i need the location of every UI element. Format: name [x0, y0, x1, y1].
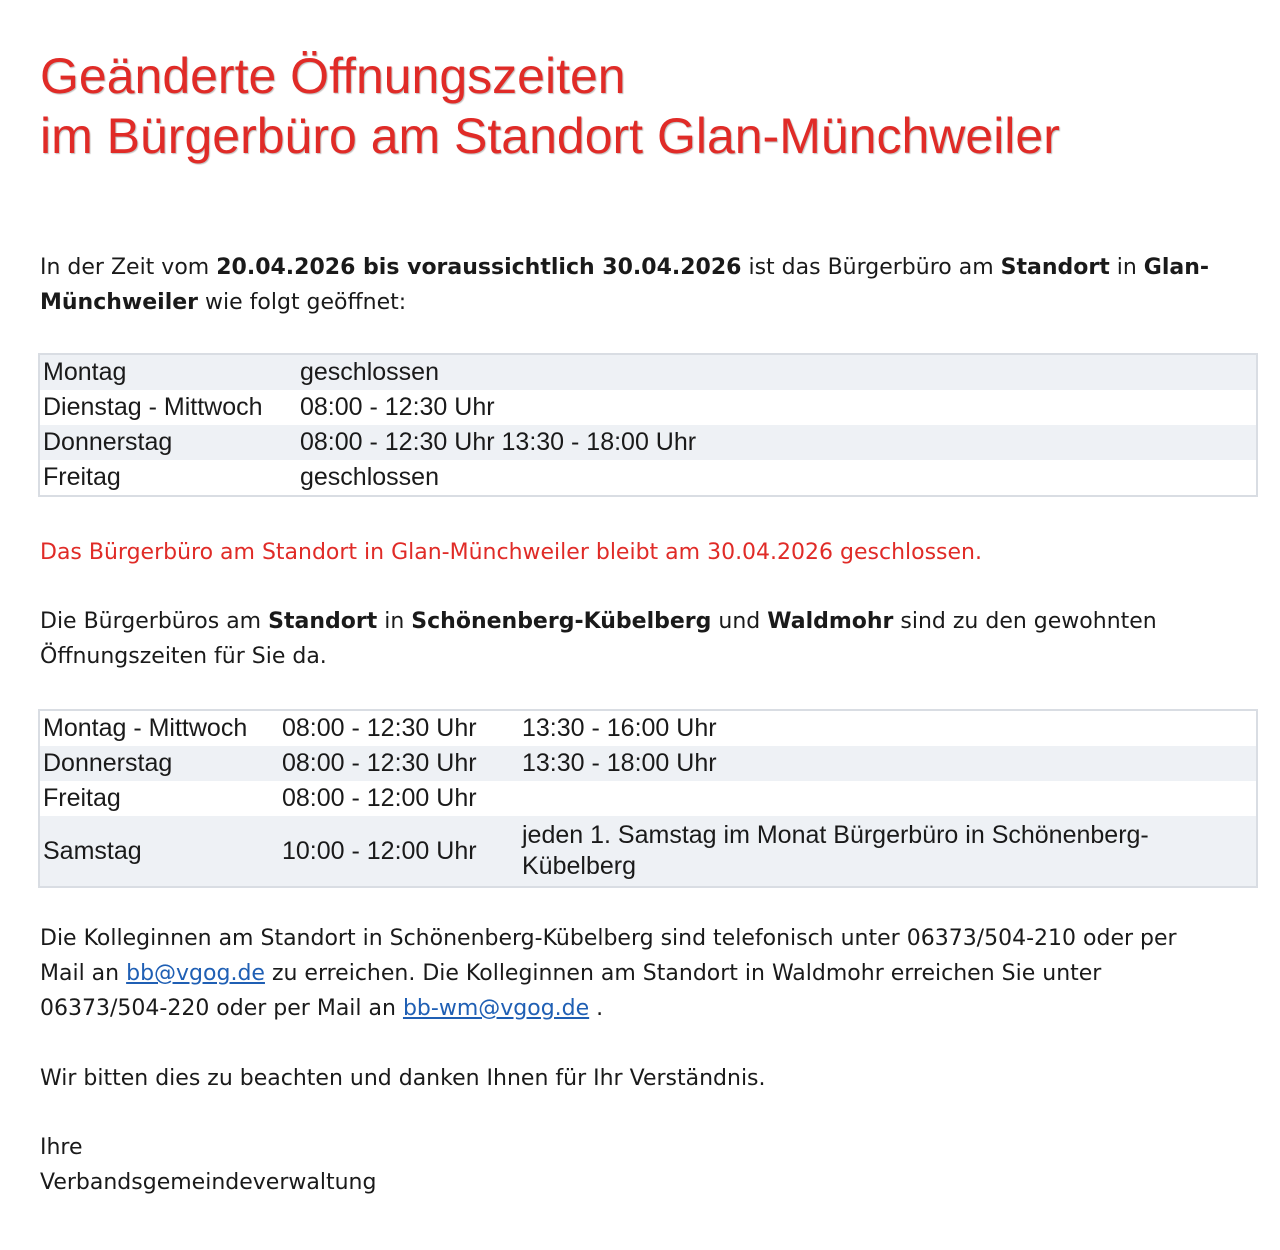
table-row	[39, 390, 1257, 425]
table-row	[39, 710, 1257, 746]
day-cell: Donnerstag	[39, 746, 279, 781]
contact-text: zu erreichen. Die Kolleginnen am Standort in Waldmohr erreichen Sie unter 06373/504-220 oder per Mail an	[40, 961, 1102, 1021]
table-row	[39, 746, 1257, 781]
title-line-1: Geänderte Öffnungszeiten	[40, 48, 626, 104]
intro-text: wie folgt geöffnet:	[198, 290, 407, 315]
closing-line: Verbandsgemeindeverwaltung	[40, 1170, 377, 1195]
other-text: in	[377, 609, 412, 634]
time-cell: 08:00 - 12:30 Uhr 13:30 - 18:00 Uhr	[297, 425, 1257, 460]
day-cell: Freitag	[43, 784, 121, 812]
title-line-2: im Bürgerbüro am Standort Glan-Münchweiler	[40, 108, 1060, 164]
intro-paragraph	[40, 250, 1220, 320]
time-cell: geschlossen	[300, 463, 439, 491]
table-row	[39, 354, 1257, 390]
day-cell: Dienstag - Mittwoch	[43, 393, 263, 421]
page-title	[40, 46, 1270, 166]
time-cell	[519, 781, 1257, 816]
intro-text: In der Zeit vom	[40, 255, 217, 280]
thanks-paragraph: Wir bitten dies zu beachten und danken Ihnen für Ihr Verständnis.	[40, 1066, 766, 1091]
other-location-2: Waldmohr	[767, 609, 894, 634]
closing-line: Ihre	[40, 1135, 83, 1160]
intro-location: Glan-Münchweiler	[40, 255, 1210, 315]
time-cell: 10:00 - 12:00 Uhr	[279, 816, 519, 887]
time-cell: 08:00 - 12:00 Uhr	[282, 784, 477, 812]
intro-text: in	[1109, 255, 1144, 280]
day-cell: Freitag	[43, 463, 121, 491]
hours-table-other-offices	[38, 709, 1258, 888]
day-cell: Montag - Mittwoch	[43, 714, 248, 742]
time-cell: 08:00 - 12:30 Uhr	[279, 746, 519, 781]
day-cell: Samstag	[39, 816, 279, 887]
time-cell: jeden 1. Samstag im Monat Bürgerbüro in Schönenberg-Kübelberg	[519, 816, 1257, 887]
day-cell: Montag	[39, 354, 297, 390]
intro-date-range: 20.04.2026 bis voraussichtlich 30.04.2026	[216, 255, 742, 280]
day-cell: Donnerstag	[39, 425, 297, 460]
time-cell: geschlossen	[297, 354, 1257, 390]
time-cell: 08:00 - 12:30 Uhr	[300, 393, 495, 421]
contact-text: Die Kolleginnen am Standort in Schönenberg-Kübelberg sind telefonisch unter 06373/504-210 oder per Mail an	[40, 926, 1177, 986]
email-link-waldmohr[interactable]: bb-wm@vgog.de	[402, 996, 590, 1021]
other-text: sind zu den gewohnten Öffnungszeiten für Sie da.	[40, 609, 1157, 669]
table-row	[39, 425, 1257, 460]
time-cell: 08:00 - 12:30 Uhr	[282, 714, 477, 742]
time-cell: 13:30 - 16:00 Uhr	[522, 714, 717, 742]
intro-text: ist das Bürgerbüro am	[741, 255, 1001, 280]
other-offices-paragraph	[40, 604, 1220, 674]
contact-text: .	[589, 996, 604, 1021]
table-row	[39, 460, 1257, 496]
table-row	[39, 781, 1257, 816]
other-standort: Standort	[268, 609, 378, 634]
closing-signature	[40, 1130, 1220, 1200]
other-text: Die Bürgerbüros am	[40, 609, 269, 634]
other-location-1: Schönenberg-Kübelberg	[411, 609, 712, 634]
contact-paragraph	[40, 921, 1220, 1026]
hours-table-glan-muenchweiler	[38, 353, 1258, 497]
intro-standort: Standort	[1000, 255, 1110, 280]
email-link-schoenenberg[interactable]: bb@vgog.de	[126, 961, 265, 986]
other-text: und	[711, 609, 768, 634]
closed-notice: Das Bürgerbüro am Standort in Glan-Münchweiler bleibt am 30.04.2026 geschlossen.	[40, 540, 982, 565]
table-row	[39, 816, 1257, 887]
time-cell: 13:30 - 18:00 Uhr	[519, 746, 1257, 781]
